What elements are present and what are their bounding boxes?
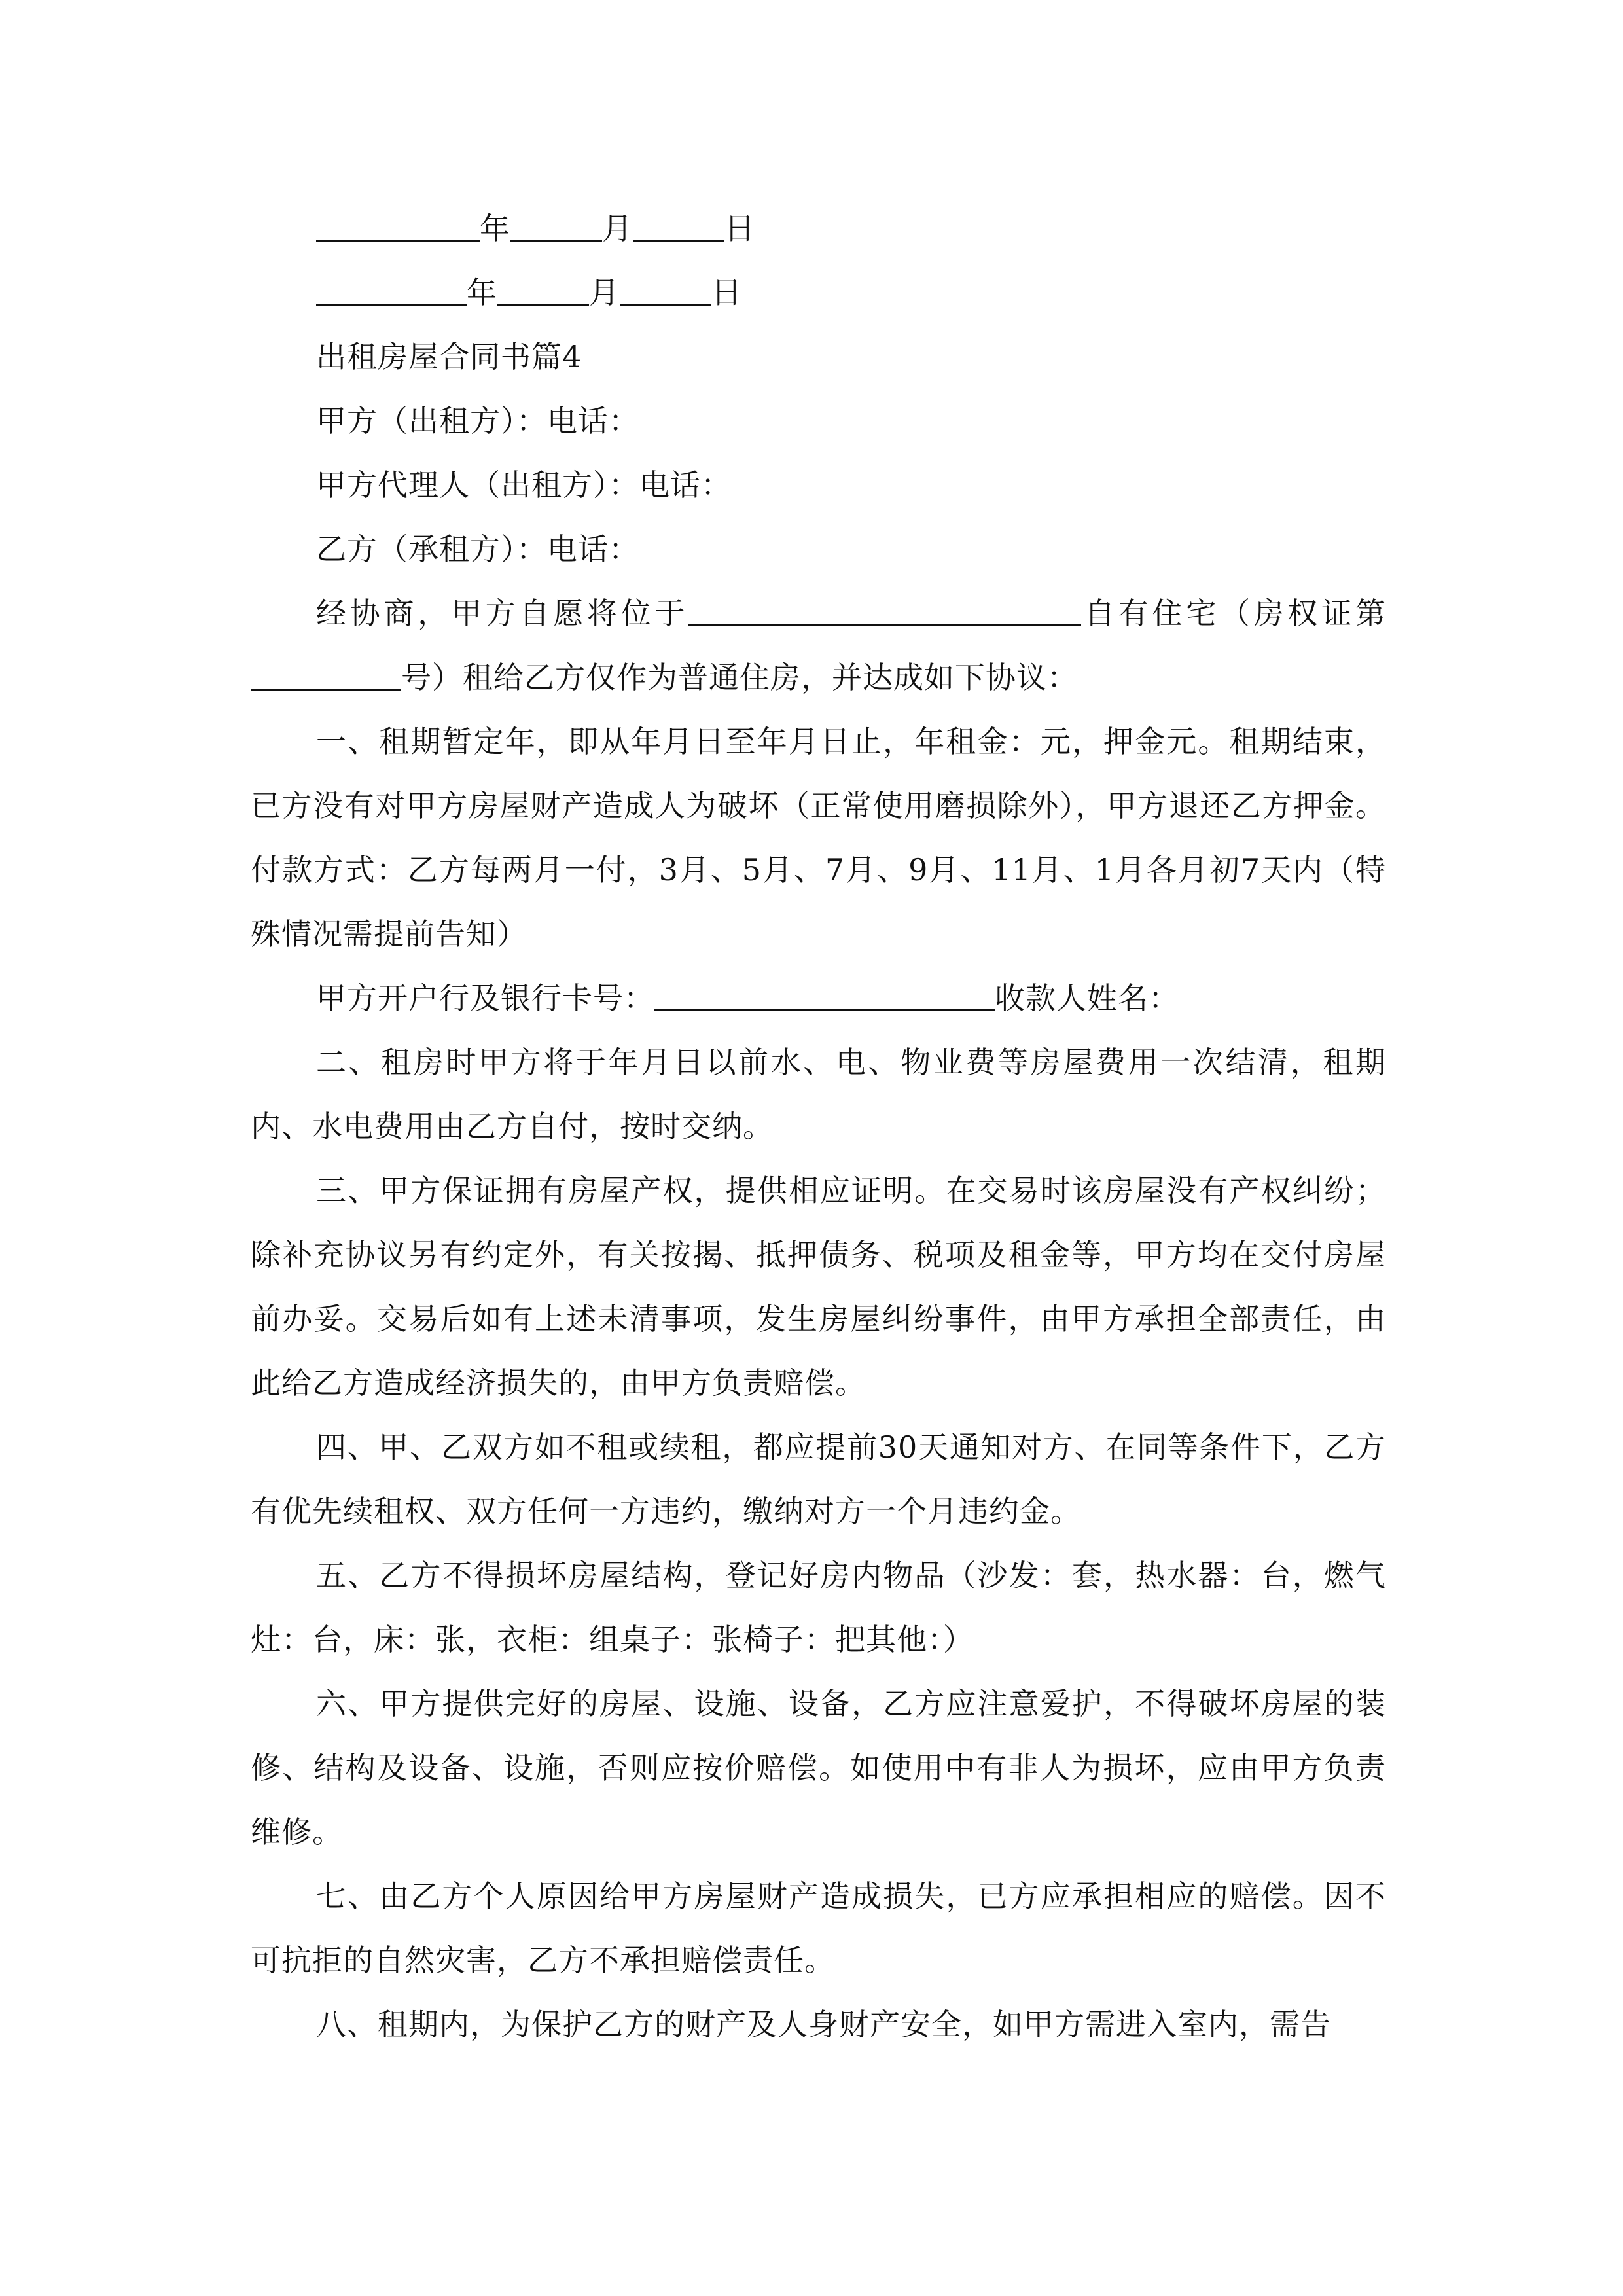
intro-text-2: 自有住宅（房权证第	[1081, 596, 1386, 631]
month-blank	[497, 278, 589, 306]
contract-body	[251, 196, 1386, 2056]
clause-7: 七、由乙方个人原因给甲方房屋财产造成损失，已方应承担相应的赔偿。因不可抗拒的自然灾害，乙方不承担赔偿责任。	[251, 1878, 1386, 1978]
intro-text-3: 号）租给乙方仅作为普通住房，并达成如下协议：	[401, 660, 1078, 695]
day-label: 日	[724, 211, 755, 246]
bank-account-blank	[654, 983, 995, 1011]
intro-paragraph	[251, 581, 1386, 709]
month-label: 月	[589, 275, 620, 310]
year-label: 年	[480, 211, 510, 246]
date-line-1	[251, 196, 1386, 260]
clause-4: 四、甲、乙双方如不租或续租，都应提前30天通知对方、在同等条件下，乙方有优先续租权、双方任何一方违约，缴纳对方一个月违约金。	[251, 1429, 1386, 1529]
party-b-line: 乙方（承租方）：电话：	[316, 531, 639, 567]
clause-1: 一、租期暂定年，即从年月日至年月日止，年租金：元，押金元。租期结束，已方没有对甲方房屋财产造成人为破坏（正常使用磨损除外），甲方退还乙方押金。付款方式：乙方每两月一付，3月、5月、7月、9月、11月、1月各月初7天内（特殊情况需提前告知）	[251, 724, 1386, 952]
year-blank	[316, 213, 480, 242]
day-label: 日	[711, 275, 742, 310]
bank-label: 甲方开户行及银行卡号：	[316, 980, 654, 1016]
certificate-blank	[251, 662, 401, 691]
date-line-2	[251, 260, 1386, 325]
intro-text-1: 经协商，甲方自愿将位于	[316, 596, 689, 631]
party-a-line: 甲方（出租方）：电话：	[316, 403, 639, 439]
clause-2: 二、租房时甲方将于年月日以前水、电、物业费等房屋费用一次结清，租期内、水电费用由乙方自付，按时交纳。	[251, 1045, 1386, 1144]
year-blank	[316, 278, 467, 306]
clause-3: 三、甲方保证拥有房屋产权，提供相应证明。在交易时该房屋没有产权纠纷；除补充协议另有约定外，有关按揭、抵押债务、税项及租金等，甲方均在交付房屋前办妥。交易后如有上述未清事项，发生房屋纠纷事件，由甲方承担全部责任，由此给乙方造成经济损失的，由甲方负责赔偿。	[251, 1173, 1386, 1401]
month-label: 月	[602, 211, 633, 246]
year-label: 年	[467, 275, 497, 310]
section-title: 出租房屋合同书篇4	[316, 339, 582, 374]
address-blank	[688, 598, 1081, 626]
party-a-agent-line: 甲方代理人（出租方）：电话：	[316, 467, 732, 503]
clause-5: 五、乙方不得损坏房屋结构，登记好房内物品（沙发：套，热水器：台，燃气灶：台，床：张，衣柜：组桌子：张椅子：把其他：）	[251, 1558, 1386, 1657]
bank-line	[251, 966, 1386, 1030]
clause-8: 八、租期内，为保护乙方的财产及人身财产安全，如甲方需进入室内，需告	[316, 2007, 1331, 2042]
day-blank	[620, 278, 711, 306]
clause-6: 六、甲方提供完好的房屋、设施、设备，乙方应注意爱护，不得破坏房屋的装修、结构及设备、设施，否则应按价赔偿。如使用中有非人为损坏，应由甲方负责维修。	[251, 1686, 1386, 1850]
day-blank	[633, 213, 724, 242]
payee-label: 收款人姓名：	[995, 980, 1179, 1016]
month-blank	[510, 213, 602, 242]
